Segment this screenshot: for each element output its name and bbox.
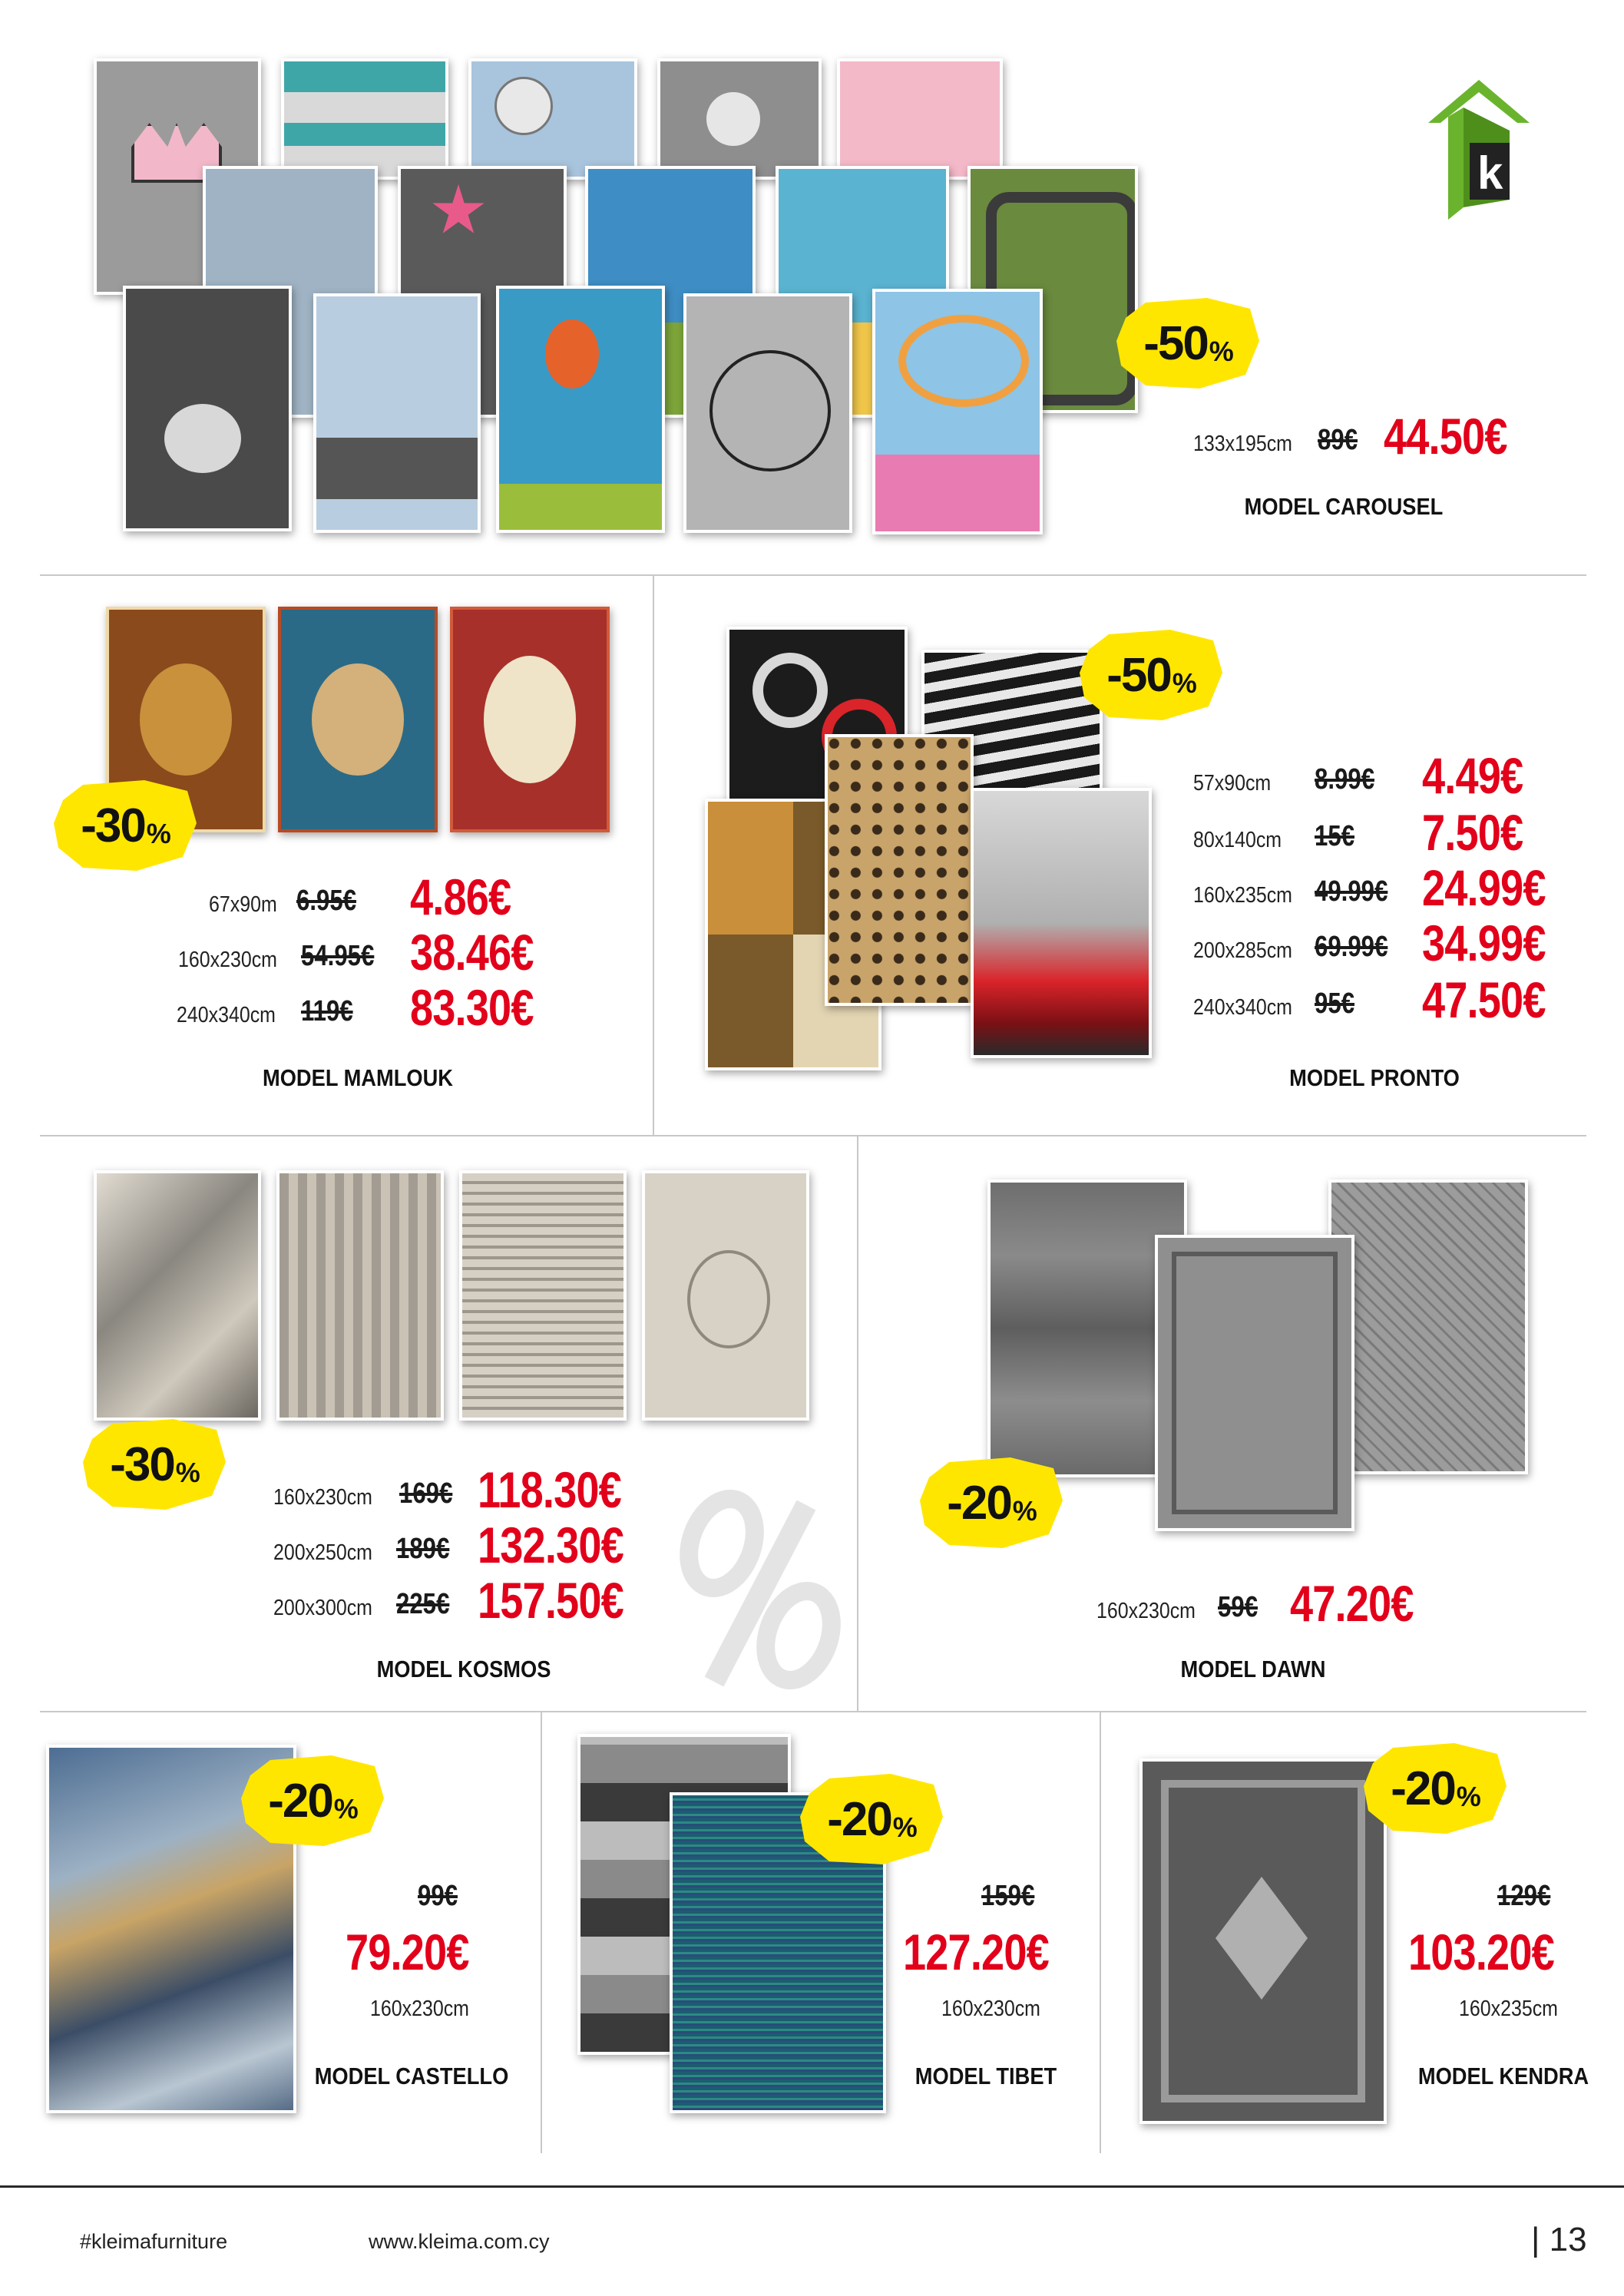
percent-watermark-icon (676, 1490, 845, 1689)
model-name: MODEL DAWN (1180, 1656, 1326, 1682)
rug-image (1155, 1235, 1354, 1531)
percent-sign: % (1456, 1781, 1480, 1812)
old-price: 54.95€ (301, 940, 375, 972)
old-price: 95€ (1315, 988, 1354, 1020)
sale-price: 7.50€ (1422, 804, 1523, 861)
discount-badge (81, 1416, 227, 1513)
rug-image (837, 58, 1003, 180)
rug-image (683, 293, 852, 533)
old-price: 169€ (399, 1477, 453, 1510)
old-price: 69.99€ (1315, 931, 1388, 963)
rug-image (642, 1170, 809, 1421)
sale-price: 103.20€ (1408, 1924, 1554, 1980)
discount-value: -20 (268, 1774, 332, 1828)
section-divider (541, 1712, 542, 2153)
model-name: MODEL KOSMOS (376, 1656, 551, 1682)
discount-value: -20 (827, 1792, 891, 1846)
sale-price: 132.30€ (478, 1517, 623, 1573)
model-name: MODEL KENDRA (1417, 2063, 1589, 2089)
size-label: 133x195cm (1193, 432, 1292, 456)
section-divider (40, 1135, 1586, 1136)
size-label: 240x340cm (177, 1003, 276, 1027)
section-divider (1100, 1712, 1101, 2153)
percent-sign: % (1209, 336, 1232, 367)
sale-price: 44.50€ (1384, 408, 1507, 465)
sale-price: 24.99€ (1422, 859, 1546, 916)
old-price: 8.99€ (1315, 763, 1374, 796)
section-divider (857, 1136, 858, 1711)
discount-badge (1362, 1740, 1508, 1837)
rug-image (971, 788, 1152, 1058)
rug-image (276, 1170, 444, 1421)
discount-badge (240, 1752, 385, 1849)
model-name: MODEL CASTELLO (314, 2063, 509, 2089)
old-price: 59€ (1218, 1591, 1258, 1623)
rug-image (123, 286, 292, 531)
model-name: MODEL TIBET (915, 2063, 1057, 2089)
rug-image (278, 607, 438, 832)
rug-image (468, 58, 637, 180)
discount-badge (799, 1771, 944, 1868)
sale-price: 4.86€ (410, 868, 511, 925)
size-label: 240x340cm (1193, 995, 1292, 1020)
old-price: 99€ (418, 1880, 458, 1912)
rug-image (825, 734, 974, 1006)
size-label: 160x230cm (273, 1485, 372, 1510)
sale-price: 4.49€ (1422, 747, 1523, 804)
size-label: 200x300cm (273, 1596, 372, 1620)
rug-image (459, 1170, 627, 1421)
model-name: MODEL PRONTO (1289, 1064, 1460, 1091)
rug-image (496, 286, 665, 533)
section-divider (653, 576, 654, 1135)
size-label: 67x90m (209, 892, 277, 917)
sale-price: 47.20€ (1290, 1575, 1414, 1632)
old-price: 225€ (396, 1588, 450, 1620)
old-price: 6.95€ (296, 885, 356, 917)
discount-badge (1115, 295, 1261, 392)
size-label: 160x230cm (178, 948, 277, 972)
footer-hashtag[interactable]: #kleimafurniture (80, 2230, 228, 2253)
size-label: 80x140cm (1193, 828, 1282, 852)
percent-sign: % (1012, 1495, 1036, 1527)
rug-image (281, 58, 448, 180)
rug-image (1328, 1179, 1528, 1474)
sale-price: 83.30€ (410, 979, 534, 1036)
percent-sign: % (146, 818, 170, 849)
discount-badge (1078, 627, 1224, 723)
size-label: 160x235cm (1459, 1997, 1558, 2021)
sale-price: 127.20€ (903, 1924, 1049, 1980)
old-price: 119€ (301, 995, 353, 1027)
discount-value: -50 (1143, 316, 1208, 370)
size-label: 160x230cm (1096, 1599, 1196, 1623)
size-label: 160x230cm (941, 1997, 1040, 2021)
section-divider (40, 574, 1586, 576)
logo-letter: k (1477, 147, 1503, 199)
rug-image (657, 58, 822, 180)
sale-price: 38.46€ (410, 924, 534, 981)
old-price: 89€ (1318, 424, 1358, 456)
size-label: 200x250cm (273, 1540, 372, 1565)
old-price: 49.99€ (1315, 875, 1388, 908)
rug-image (450, 607, 610, 832)
model-name: MODEL MAMLOUK (262, 1064, 454, 1091)
discount-value: -20 (947, 1476, 1011, 1530)
footer-website-link[interactable]: www.kleima.com.cy (369, 2230, 550, 2253)
discount-value: -50 (1106, 648, 1171, 702)
old-price: 129€ (1497, 1880, 1551, 1912)
sale-price: 34.99€ (1422, 915, 1546, 971)
old-price: 159€ (981, 1880, 1035, 1912)
model-name: MODEL CAROUSEL (1244, 493, 1444, 520)
percent-sign: % (175, 1457, 199, 1488)
rug-image (1139, 1758, 1387, 2124)
size-label: 57x90cm (1193, 771, 1272, 796)
size-label: 160x230cm (370, 1997, 469, 2021)
size-label: 200x285cm (1193, 938, 1292, 963)
discount-badge (918, 1454, 1064, 1551)
old-price: 15€ (1315, 820, 1354, 852)
section-divider (40, 1711, 1586, 1712)
discount-value: -20 (1391, 1762, 1455, 1815)
rug-image (872, 289, 1043, 534)
page-number: | 13 (1531, 2221, 1587, 2258)
percent-sign: % (1172, 667, 1196, 699)
discount-value: -30 (81, 799, 145, 852)
sale-price: 157.50€ (478, 1572, 623, 1629)
sale-price: 118.30€ (478, 1461, 621, 1518)
percent-sign: % (892, 1811, 916, 1843)
kleima-logo (1425, 77, 1533, 223)
discount-badge (52, 777, 198, 874)
sale-price: 79.20€ (346, 1924, 469, 1980)
sale-price: 47.50€ (1422, 971, 1546, 1028)
discount-value: -30 (110, 1437, 174, 1491)
old-price: 189€ (396, 1533, 450, 1565)
percent-sign: % (333, 1793, 357, 1825)
footer-divider (0, 2185, 1624, 2188)
size-label: 160x235cm (1193, 883, 1292, 908)
rug-image (94, 1170, 261, 1421)
rug-image (313, 293, 481, 533)
